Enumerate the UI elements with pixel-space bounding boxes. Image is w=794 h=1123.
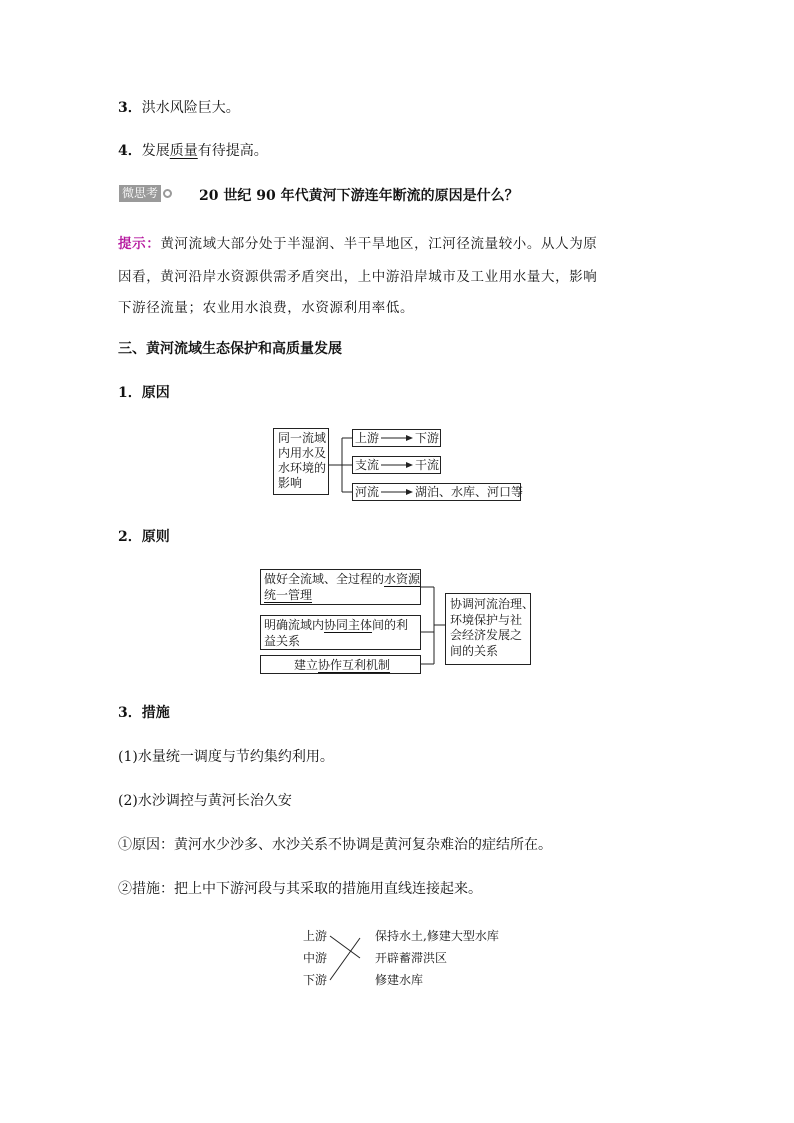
- principle-box-3-text: 建立: [294, 658, 319, 672]
- hint-line-2: 因看，黄河沿岸水资源供需矛盾突出，上中游沿岸城市及工业用水量大，影响: [118, 269, 598, 285]
- cause-left-line-2: 内用水及: [278, 446, 327, 460]
- principle-box-2-text-pre: 明确流域内: [264, 618, 325, 632]
- cause-row-3-to: 湖泊、水库、河口等: [415, 485, 524, 499]
- item-4-text-pre: 发展: [141, 143, 170, 159]
- cause-left-line-3: 水环境的: [278, 461, 327, 475]
- principle-box-3-underlined: 协作互利机制: [318, 658, 391, 672]
- cause-diagram: [270, 425, 530, 505]
- principle-box-1-underlined: 水资源: [384, 572, 421, 586]
- principle-box-2-line-2: 益关系: [264, 634, 301, 648]
- hint-line-1: [118, 232, 597, 252]
- think-question: 20 世纪 90 年代黄河下游连年断流的原因是什么？: [199, 188, 519, 204]
- measure-1: (1)水量统一调度与节约集约利用。: [118, 749, 334, 765]
- item-4: [118, 143, 268, 159]
- principle-box-1-text: 做好全流域、全过程的: [264, 572, 385, 586]
- principle-right-line-4: 间的关系: [450, 643, 499, 658]
- principle-right-line-3: 会经济发展之: [450, 628, 523, 642]
- subheading-principle: 2．原则: [118, 529, 170, 545]
- cause-row-1-from: 上游: [355, 431, 380, 445]
- arrow-icon: [381, 435, 413, 441]
- match-right-2: 开辟蓄滞洪区: [375, 951, 448, 965]
- cause-row-1-to: 下游: [415, 431, 440, 445]
- match-line-1: [330, 936, 360, 958]
- principle-right-line-2: 环境保护与社: [450, 612, 523, 627]
- principle-box-1: [264, 571, 420, 603]
- section-heading: 三、黄河流域生态保护和高质量发展: [118, 341, 342, 357]
- think-badge: [119, 185, 172, 202]
- subheading-cause: 1．原因: [118, 385, 170, 401]
- subheading-measures: 3．措施: [118, 705, 170, 721]
- principle-box-3: [294, 657, 390, 673]
- item-3-number: 3．: [118, 100, 142, 116]
- match-left-2: 中游: [303, 951, 328, 965]
- principle-right-box: [450, 597, 534, 659]
- hint-label: 提示：: [118, 236, 161, 252]
- match-right-3: 修建水库: [375, 973, 424, 987]
- hint-line-3: 下游径流量；农业用水浪费，水资源利用率低。: [118, 300, 415, 316]
- arrow-icon: [381, 489, 413, 495]
- match-left-3: 下游: [303, 973, 328, 987]
- match-right-1: 保持水土,修建大型水库: [375, 929, 499, 943]
- measure-reason: ①原因：黄河水少沙多、水沙关系不协调是黄河复杂难治的症结所在。: [118, 837, 552, 853]
- measure-action: ②措施：把上中下游河段与其采取的措施用直线连接起来。: [118, 881, 482, 897]
- principle-right-line-1: 协调河流治理、: [450, 597, 535, 611]
- cause-row-2-to: 干流: [415, 458, 440, 472]
- principle-box-2-text-post: 间的利: [372, 618, 409, 632]
- match-line-2: [330, 938, 360, 980]
- badge-dot-icon: [163, 189, 172, 198]
- cause-left-line-4: 影响: [278, 476, 303, 490]
- cause-row-3-from: 河流: [355, 485, 380, 499]
- think-badge-label: 微思考: [119, 185, 161, 202]
- item-3-text: 洪水风险巨大。: [141, 100, 240, 116]
- item-4-text-post: 有待提高。: [197, 143, 268, 159]
- measure-2: (2)水沙调控与黄河长治久安: [118, 793, 292, 809]
- item-4-number: 4．: [118, 143, 142, 159]
- principle-box-1-underlined-2: 统一管理: [264, 588, 313, 602]
- match-left-1: 上游: [303, 929, 328, 943]
- item-4-underlined: 质量: [169, 143, 198, 159]
- matching-diagram: [300, 925, 510, 990]
- arrow-icon: [381, 462, 413, 468]
- hint-text-1: 黄河流域大部分处于半湿润、半干旱地区，江河径流量较小。从人为原: [160, 236, 598, 252]
- principle-box-2-underlined: 协同主体: [324, 618, 373, 632]
- principle-diagram: [258, 567, 533, 675]
- cause-left-line-1: 同一流域: [278, 431, 327, 445]
- item-3: [118, 100, 240, 116]
- principle-box-2: [264, 617, 408, 649]
- cause-row-2-from: 支流: [355, 458, 380, 472]
